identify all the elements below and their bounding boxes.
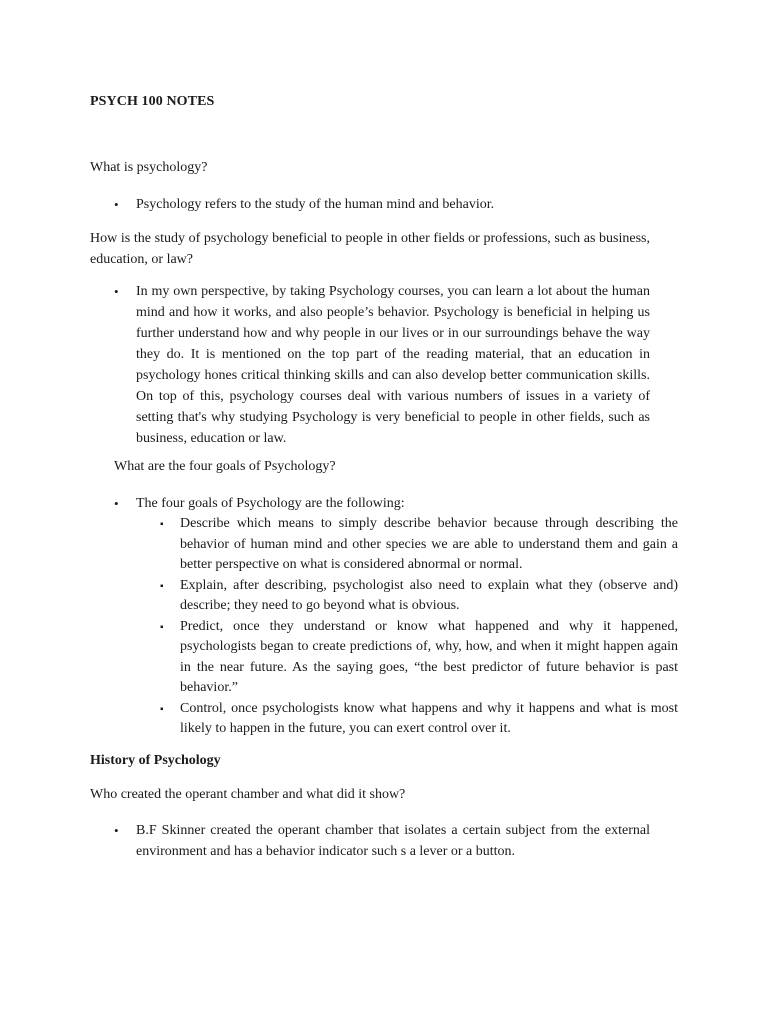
answer-list-1 <box>114 194 650 215</box>
sub-list-item <box>160 576 678 617</box>
list-item <box>114 493 650 514</box>
question-what-is-psychology: What is psychology? <box>90 160 208 175</box>
goal-describe: Describe which means to simply describe behavior because through describing the behavior of human mind and other species we are able to understand them and gain a better perspective on what is considered abnormal or normal. <box>180 516 678 572</box>
goal-predict: Predict, once they understand or know what happened and why it happened, psychologists began to create predictions of, why, how, and when it might happen again in the near future. As the saying goes, “the best predictor of future behavior is past behavior.” <box>180 618 678 695</box>
square-bullet-icon: ▪ <box>160 621 164 633</box>
bullet-icon: • <box>114 197 119 212</box>
goal-control: Control, once psychologists know what happens and why it happens and what is most likely to happen in the future, you can exert control over it. <box>180 700 678 736</box>
list-item <box>114 194 650 215</box>
goals-sub-list <box>160 514 678 740</box>
document-title: PSYCH 100 NOTES <box>90 94 215 109</box>
list-item <box>114 281 650 449</box>
square-bullet-icon: ▪ <box>160 580 164 592</box>
answer-list-4 <box>114 820 650 862</box>
square-bullet-icon: ▪ <box>160 519 164 530</box>
question-four-goals: What are the four goals of Psychology? <box>114 459 336 474</box>
sub-list-item <box>160 617 678 699</box>
bullet-icon: • <box>114 496 119 511</box>
answer-text: B.F Skinner created the operant chamber that isolates a certain subject from the external environment and has a behavior indicator such s a lever or a button. <box>136 823 650 859</box>
square-bullet-icon: ▪ <box>160 703 164 715</box>
answer-text: In my own perspective, by taking Psychology courses, you can learn a lot about the human mind and how it works, and also people’s behavior. Psychology is beneficial in helping us further understand how and why people in our lives or in our surroundings behave the way they do. It is mentioned on the top part of the reading material, that an education in psychology hones critical thinking skills and can also develop better communication skills. On top of this, psychology courses deal with various numbers of issues in a variety of setting that's why studying Psychology is very beneficial to people in other fields, such as business, education or law. <box>136 284 650 446</box>
section-heading-history: History of Psychology <box>90 753 221 768</box>
goal-explain: Explain, after describing, psychologist also need to explain what they (observe and) describe; they need to go beyond what is obvious. <box>180 577 678 613</box>
bullet-icon: • <box>114 823 119 838</box>
sub-list-item <box>160 514 678 576</box>
sub-list-item <box>160 699 678 740</box>
bullet-icon: • <box>114 284 119 299</box>
answer-list-2 <box>114 281 650 449</box>
answer-text: The four goals of Psychology are the following: <box>136 496 405 511</box>
list-item <box>114 820 650 862</box>
question-operant-chamber: Who created the operant chamber and what did it show? <box>90 787 406 802</box>
answer-list-3 <box>114 493 650 514</box>
answer-text: Psychology refers to the study of the human mind and behavior. <box>136 197 495 212</box>
question-benefits-of-psychology: How is the study of psychology beneficial to people in other fields or professions, such as business, education, or law? <box>90 231 650 267</box>
